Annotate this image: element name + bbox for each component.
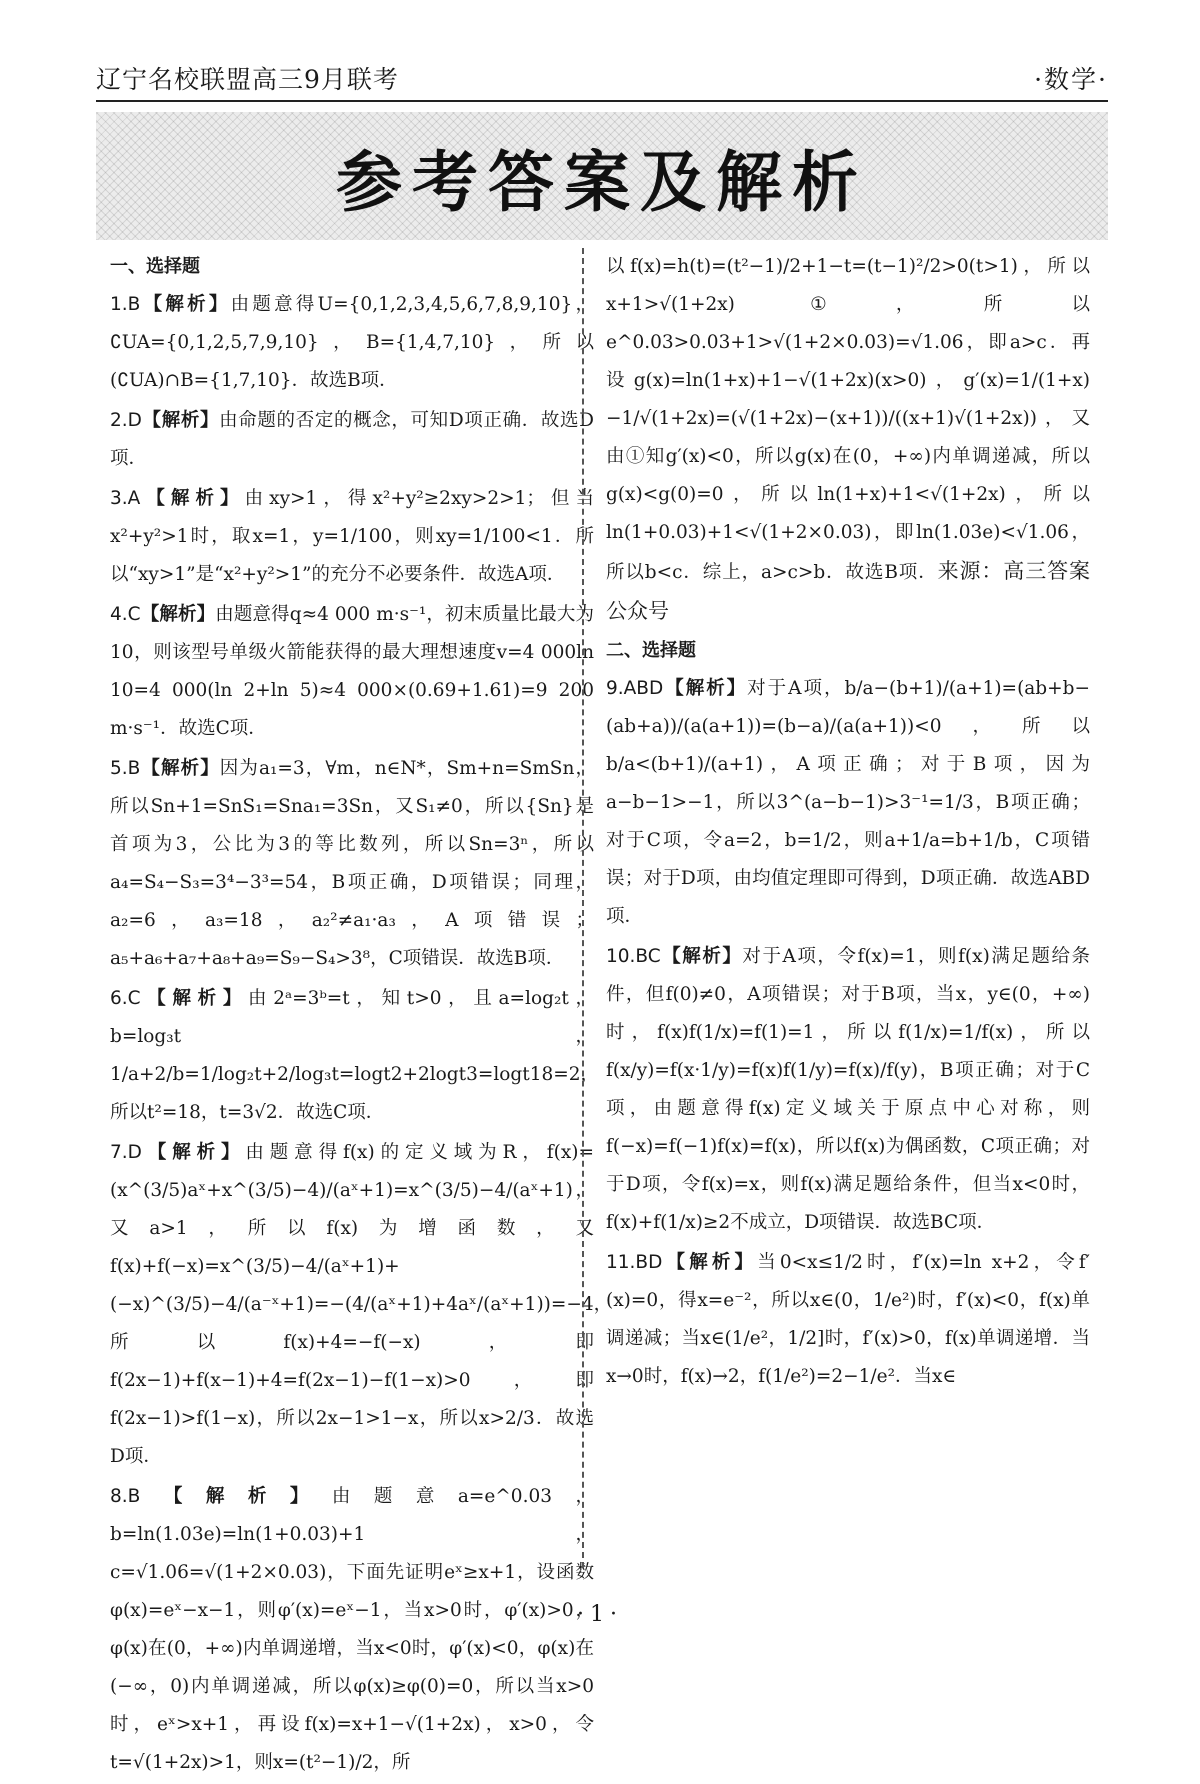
analysis-tag: 【解析】 xyxy=(141,410,220,431)
answer-text: 当0<x≤1/2时，f′(x)=ln x+2，令f′(x)=0，得x=e⁻²，所以x∈(0，1/e²)时，f′(x)<0，f(x)单调递减；当x∈(1/e²，1/2]时，f′(x)>0，f(x)单调递增．当x→0时，f(x)→2，f(1/e²)=2−1/e²．当x∈ xyxy=(606,1252,1090,1387)
answer-number: 11.BD xyxy=(606,1252,663,1273)
header-subject: ·数学· xyxy=(1034,65,1108,94)
answer-text: 由命题的否定的概念，可知D项正确．故选D项． xyxy=(110,410,594,469)
answer-item-10 xyxy=(606,938,1090,1242)
answer-text: 对于A项，b/a−(b+1)/(a+1)=(ab+b−(ab+a))/(a(a+1))=(b−a)/(a(a+1))<0，所以b/a<(b+1)/(a+1)，A项正确；对于B项，因为a−b−1>−1，所以3^(a−b−1)>3⁻¹=1/3，B项正确；对于C项，令a=2，b=1/2，则a+1/a=b+1/b，C项错误；对于D项，由均值定理即可得到，D项正确．故选ABD项． xyxy=(606,678,1090,927)
answer-item-11 xyxy=(606,1244,1090,1396)
section-heading-1: 一、选择题 xyxy=(110,256,200,277)
answer-item-6 xyxy=(110,980,600,1132)
answer-text: 由xy>1，得x²+y²≥2xy>2>1；但当x²+y²>1时，取x=1，y=1/100，则xy=1/100<1．所以“xy>1”是“x²+y²>1”的充分不必要条件．故选A项． xyxy=(110,488,594,585)
page-title: 参考答案及解析 xyxy=(336,143,868,221)
answer-number: 3.A xyxy=(110,488,141,509)
answer-item-2 xyxy=(110,402,594,478)
answer-item-8 xyxy=(110,1478,594,1782)
answer-number: 6.C xyxy=(110,988,141,1009)
answer-number: 8.B xyxy=(110,1486,141,1507)
answer-item-5 xyxy=(110,750,594,978)
right-column xyxy=(606,248,1090,1398)
page-header xyxy=(96,62,1108,102)
answer-text: 由题意得q≈4 000 m·s⁻¹，初末质量比最大为10，则该型号单级火箭能获得的最大理想速度v=4 000ln 10=4 000(ln 2+ln 5)≈4 000×(0.69+1.61)=9 200 m·s⁻¹．故选C项． xyxy=(110,604,594,739)
analysis-tag: 【解析】 xyxy=(140,1486,332,1507)
answer-item-9 xyxy=(606,670,1090,936)
answer-number: 10.BC xyxy=(606,946,661,967)
answer-item-4 xyxy=(110,596,594,748)
answer-text: 由题意得f(x)的定义域为R，f(x)=(x^(3/5)aˣ+x^(3/5)−4)/(aˣ+1)=x^(3/5)−4/(aˣ+1)，又a>1，所以f(x)为增函数，又f(x)+f(−x)=x^(3/5)−4/(aˣ+1)+(−x)^(3/5)−4/(a⁻ˣ+1)=−(4/(aˣ+1)+4aˣ/(aˣ+1))=−4，所以f(x)+4=−f(−x)，即f(2x−1)+f(x−1)+4=f(2x−1)−f(1−x)>0，即f(2x−1)>f(1−x)，所以2x−1>1−x，所以x>2/3．故选D项． xyxy=(110,1142,613,1467)
analysis-tag: 【解析】 xyxy=(663,678,748,699)
analysis-tag: 【解析】 xyxy=(140,758,220,779)
analysis-tag: 【解析】 xyxy=(140,604,216,625)
answer-number: 9.ABD xyxy=(606,678,664,699)
analysis-tag: 【解析】 xyxy=(660,946,743,967)
answer-text: 以f(x)=h(t)=(t²−1)/2+1−t=(t−1)²/2>0(t>1)，所以x+1>√(1+2x) ①，所以e^0.03>0.03+1>√(1+2×0.03)=√1.06，即a>c．再设g(x)=ln(1+x)+1−√(1+2x)(x>0)，g′(x)=1/(1+x)−1/√(1+2x)=(√(1+2x)−(x+1))/((x+1)√(1+2x))，又由①知g′(x)<0，所以g(x)在(0，+∞)内单调递减，所以g(x)<g(0)=0，所以ln(1+x)+1<√(1+2x)，所以ln(1+0.03)+1<√(1+2×0.03)，即ln(1.03e)<√1.06，所以b<c．综上，a>c>b．故选B项． xyxy=(606,256,1090,583)
section-heading-2: 二、选择题 xyxy=(606,640,696,661)
answer-text: 因为a₁=3，∀m，n∈N*，Sm+n=SmSn，所以Sn+1=SnS₁=Sna₁=3Sn，又S₁≠0，所以{Sn}是首项为3，公比为3的等比数列，所以Sn=3ⁿ，所以a₄=S₄−S₃=3⁴−3³=54，B项正确，D项错误；同理，a₂=6，a₃=18，a₂²≠a₁·a₃，A项错误；a₅+a₆+a₇+a₈+a₉=S₉−S₄>3⁸，C项错误．故选B项． xyxy=(110,758,594,969)
answer-text: 对于A项，令f(x)=1，则f(x)满足题给条件，但f(0)≠0，A项错误；对于B项，当x，y∈(0，+∞)时，f(x)f(1/x)=f(1)=1，所以f(1/x)=1/f(x)，所以f(x/y)=f(x·1/y)=f(x)f(1/y)=f(x)/f(y)，B项正确；对于C项，由题意得f(x)定义域关于原点中心对称，则f(−x)=f(−1)f(x)=f(x)，所以f(x)为偶函数，C项正确；对于D项，令f(x)=x，则f(x)满足题给条件，但当x<0时，f(x)+f(1/x)≥2不成立，D项错误．故选BC项． xyxy=(606,946,1090,1233)
answer-item-3 xyxy=(110,480,594,594)
analysis-tag: 【解析】 xyxy=(140,488,245,509)
analysis-tag: 【解析】 xyxy=(141,1142,246,1163)
answer-text: 由题意a=e^0.03，b=ln(1.03e)=ln(1+0.03)+1，c=√1.06=√(1+2×0.03)，下面先证明eˣ≥x+1，设函数φ(x)=eˣ−x−1，则φ′(x)=eˣ−1，当x>0时，φ′(x)>0，φ(x)在(0，+∞)内单调递增，当x<0时，φ′(x)<0，φ(x)在(−∞，0)内单调递减，所以φ(x)≥φ(0)=0，所以当x>0时，eˣ>x+1，再设f(x)=x+1−√(1+2x)，x>0，令t=√(1+2x)>1，则x=(t²−1)/2，所 xyxy=(110,1486,594,1773)
analysis-tag: 【解析】 xyxy=(662,1252,758,1273)
answer-number: 7.D xyxy=(110,1142,142,1163)
page-number: ·1· xyxy=(577,1602,623,1627)
analysis-tag: 【解析】 xyxy=(140,294,231,315)
left-column xyxy=(110,248,613,1784)
column-divider xyxy=(582,248,584,1568)
title-banner xyxy=(96,112,1108,240)
answer-item-1 xyxy=(110,286,594,400)
answer-item-8-continued xyxy=(606,248,1090,632)
answer-number: 1.B xyxy=(110,294,141,315)
answer-item-7 xyxy=(110,1134,613,1476)
answer-text: 由2ᵃ=3ᵇ=t，知t>0，且a=log₂t，b=log₃t，1/a+2/b=1/log₂t+2/log₃t=logt2+2logt3=logt18=2，所以t²=18，t=3√2．故选C项． xyxy=(110,988,600,1123)
answer-number: 5.B xyxy=(110,758,141,779)
analysis-tag: 【解析】 xyxy=(140,988,249,1009)
answer-number: 2.D xyxy=(110,410,142,431)
header-exam-name: 辽宁名校联盟高三9月联考 xyxy=(96,65,399,94)
source-note: 来源：高三答案公众号 xyxy=(606,559,1090,623)
answer-number: 4.C xyxy=(110,604,141,625)
answer-text: 由题意得U={0,1,2,3,4,5,6,7,8,9,10}，∁UA={0,1,2,5,7,9,10}，B={1,4,7,10}，所以(∁UA)∩B={1,7,10}．故选B项． xyxy=(110,294,594,391)
